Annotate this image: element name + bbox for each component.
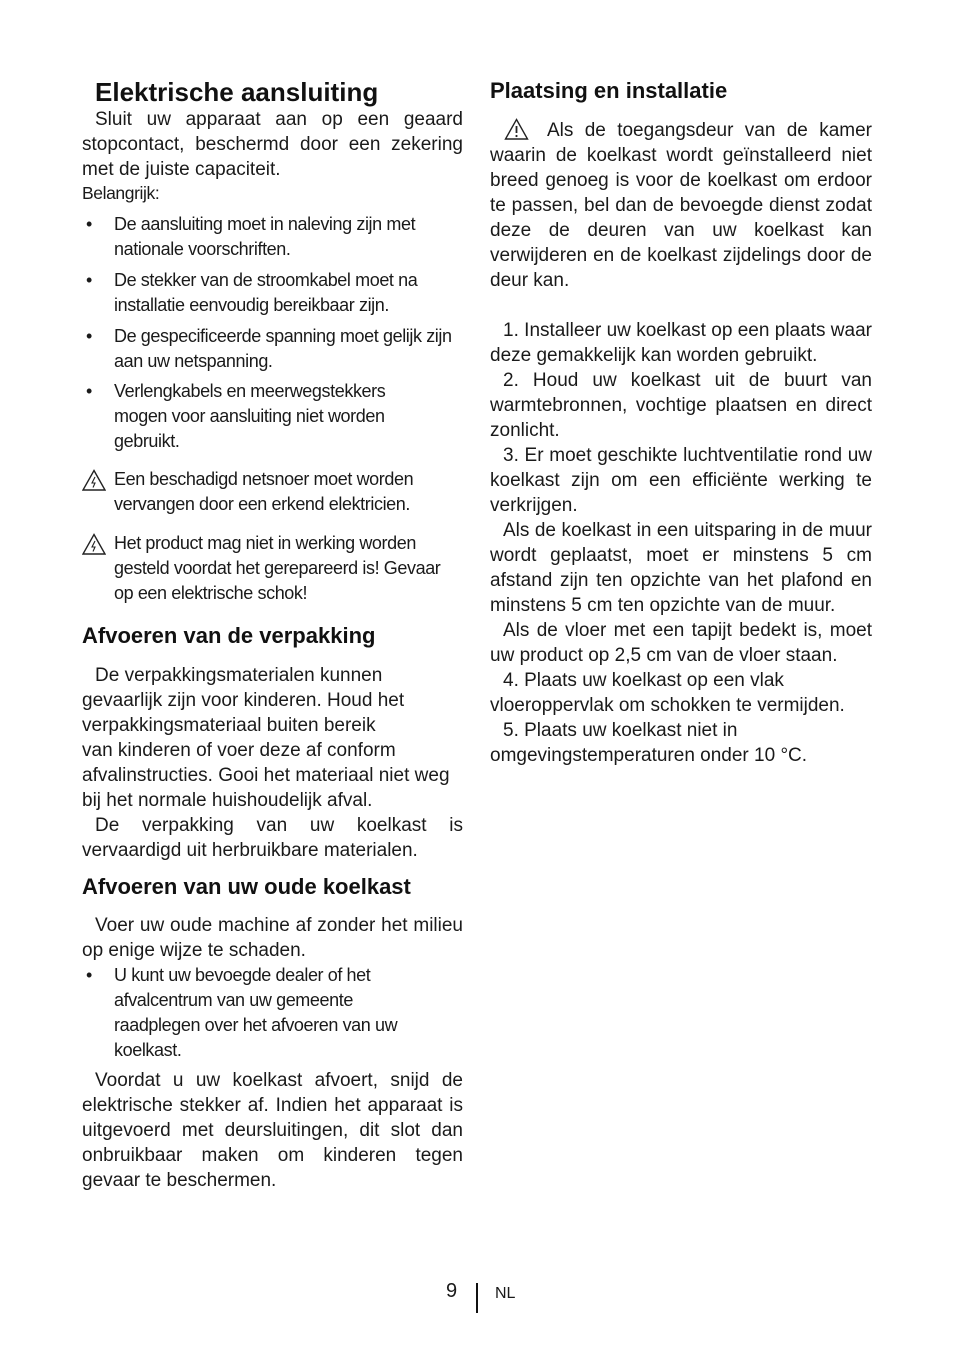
list-item: • De gespecificeerde spanning moet gelijk zijn aan uw netspanning. xyxy=(82,324,463,374)
warning-icon xyxy=(504,118,529,140)
text-line: verpakkingsmateriaal buiten bereik xyxy=(82,715,376,736)
warning-item xyxy=(82,531,463,606)
text-line: gevaarlijk zijn voor kinderen. Houd het xyxy=(82,690,405,711)
placement-warning xyxy=(490,118,872,293)
list-item: • De stekker van de stroomkabel moet na installatie eenvoudig bereikbaar zijn. xyxy=(82,268,463,318)
placement-item: 3. Er moet geschikte luchtventilatie rond uw koelkast zijn om een efficiënte werking te verkrijgen. xyxy=(490,445,872,516)
packaging-paragraph xyxy=(82,663,463,813)
text-line: De verpakkingsmaterialen kunnen xyxy=(95,665,383,686)
placement-item: 5. Plaats uw koelkast niet in omgevingstemperaturen onder 10 °C. xyxy=(490,720,808,766)
list-item-text: De aansluiting moet in naleving zijn met nationale voorschriften. xyxy=(114,214,416,259)
section-title-placement: Plaatsing en installatie xyxy=(490,78,728,103)
section-title-old-fridge: Afvoeren van uw oude koelkast xyxy=(82,874,411,899)
placement-item: 4. Plaats uw koelkast op een vlak vloeroppervlak om schokken te vermijden. xyxy=(490,670,845,716)
electric-hazard-icon xyxy=(82,469,106,491)
footer-divider xyxy=(476,1283,478,1313)
list-item-text: U kunt uw bevoegde dealer of het afvalcentrum van uw gemeente raadplegen over het afvoeren van uw koelkast. xyxy=(114,965,398,1060)
section-title-packaging: Afvoeren van de verpakking xyxy=(82,623,376,648)
section-title-electrical: Elektrische aansluiting xyxy=(95,77,379,107)
placement-item: 2. Houd uw koelkast uit de buurt van warmtebronnen, vochtige plaatsen en direct zonlicht. xyxy=(490,370,872,441)
page-number: 9 xyxy=(446,1280,458,1302)
warning-text: Als de toegangsdeur van de kamer waarin de koelkast wordt geïnstalleerd niet breed genoeg is voor de koelkast om erdoor te passen, bel dan de bevoegde dienst zodat deze de deuren van uw koelkast kan verwijderen en de koelkast zijdelings door de deur kan. xyxy=(490,120,872,291)
list-item: • Verlengkabels en meerwegstekkers mogen voor aansluiting niet worden gebruikt. xyxy=(82,379,463,454)
warning-text: Een beschadigd netsnoer moet worden vervangen door een erkend elektricien. xyxy=(114,469,414,514)
electric-hazard-icon xyxy=(82,533,106,555)
text-line: afvalinstructies. Gooi het materiaal niet weg xyxy=(82,765,450,786)
list-item-text: De stekker van de stroomkabel moet na installatie eenvoudig bereikbaar zijn. xyxy=(114,270,418,315)
placement-item: Als de vloer met een tapijt bedekt is, moet uw product op 2,5 cm van de vloer staan. xyxy=(490,620,872,666)
important-label: Belangrijk: xyxy=(82,183,160,203)
old-fridge-paragraph-2: Voordat u uw koelkast afvoert, snijd de elektrische stekker af. Indien het apparaat is uitgevoerd met deursluitingen, dit slot dan onbruikbaar maken om kinderen tegen gevaar te beschermen. xyxy=(82,1070,463,1191)
packaging-paragraph-2: De verpakking van uw koelkast is vervaardigd uit herbruikbare materialen. xyxy=(82,815,463,861)
text-line: van kinderen of voer deze af conform xyxy=(82,740,396,761)
list-item: • De aansluiting moet in naleving zijn met nationale voorschriften. xyxy=(82,212,463,262)
language-code: NL xyxy=(495,1285,516,1302)
list-item-text: Verlengkabels en meerwegstekkers mogen voor aansluiting niet worden gebruikt. xyxy=(114,381,386,451)
placement-item: Als de koelkast in een uitsparing in de muur wordt geplaatst, moet er minstens 5 cm afstand zijn ten opzichte van het plafond en minstens 5 cm ten opzichte van de muur. xyxy=(490,520,872,616)
placement-item: 1. Installeer uw koelkast op een plaats waar deze gemakkelijk kan worden gebruikt. xyxy=(490,320,872,366)
old-fridge-paragraph: Voer uw oude machine af zonder het milieu op enige wijze te schaden. xyxy=(82,915,463,961)
text-line: bij het normale huishoudelijk afval. xyxy=(82,790,373,811)
warning-text: Het product mag niet in werking worden gesteld voordat het gerepareerd is! Gevaar op een elektrische schok! xyxy=(114,533,441,603)
warning-item xyxy=(82,467,463,517)
list-item-text: De gespecificeerde spanning moet gelijk zijn aan uw netspanning. xyxy=(114,326,452,371)
list-item: • U kunt uw bevoegde dealer of het afvalcentrum van uw gemeente raadplegen over het afvoeren van uw koelkast. xyxy=(82,963,463,1063)
electrical-intro: Sluit uw apparaat aan op een geaard stopcontact, beschermd door een zekering met de juiste capaciteit. xyxy=(82,109,463,180)
